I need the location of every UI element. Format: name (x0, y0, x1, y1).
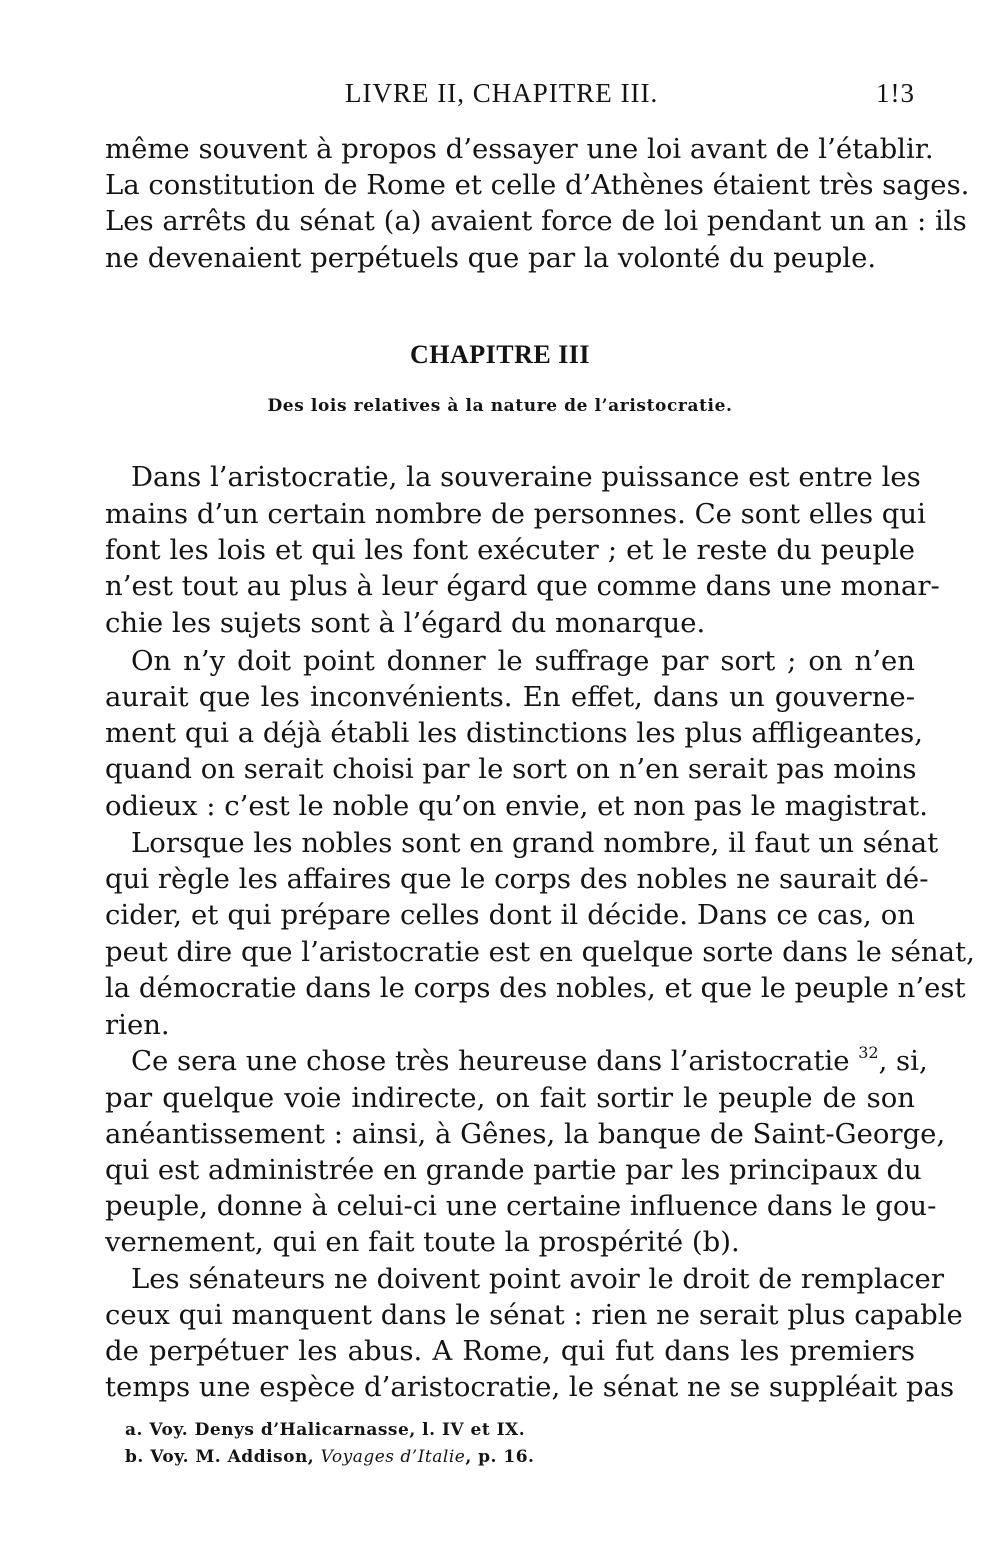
text-line: ceux qui manquent dans le sénat : rien ne serait plus capable (105, 1299, 963, 1331)
text-line: Dans l’aristocratie, la souveraine puissance est entre les (131, 461, 921, 493)
footnote-book-title: Voyages d’Italie (320, 1447, 466, 1467)
text-line: cider, et qui prépare celles dont il décide. Dans ce cas, on (105, 899, 915, 931)
text-line: peut dire que l’aristocratie est en quelque sorte dans le sénat, (105, 936, 975, 968)
text-line: anéantissement : ainsi, à Gênes, la banque de Saint-George, (105, 1118, 946, 1150)
text-line: font les lois et qui les font exécuter ; et le reste du peuple (105, 534, 915, 566)
footnote-a: a. Voy. Denys d’Halicarnasse, l. IV et IX. (125, 1420, 526, 1440)
text-segment: Ce sera une chose très heureuse dans l’aristocratie (131, 1045, 850, 1077)
text-line (131, 1043, 928, 1079)
footnote-text: b. Voy. M. Addison, (125, 1447, 315, 1467)
text-line: ne devenaient perpétuels que par la volonté du peuple. (105, 242, 877, 274)
text-line: peuple, donne à celui-ci une certaine influence dans le gou- (105, 1190, 937, 1222)
endnote-reference: 32 (858, 1043, 879, 1062)
text-line: Lorsque les nobles sont en grand nombre, il faut un sénat (131, 827, 939, 859)
chapter-heading: CHAPITRE III (409, 340, 591, 369)
text-line: temps une espèce d’aristocratie, le sénat ne se suppléait pas (105, 1371, 955, 1403)
page-number: 1!3 (876, 78, 915, 108)
text-line: par quelque voie indirecte, on fait sortir le peuple de son (105, 1082, 915, 1114)
text-line: chie les sujets sont à l’égard du monarque. (105, 607, 706, 639)
text-line: qui règle les affaires que le corps des nobles ne saurait dé- (105, 863, 929, 895)
text-line: rien. (105, 1009, 170, 1041)
text-line: vernement, qui en fait toute la prospérité (b). (105, 1226, 740, 1258)
running-head-title: LIVRE II, CHAPITRE III. (345, 78, 659, 108)
text-line: On n’y doit point donner le suffrage par sort ; on n’en (131, 645, 915, 677)
text-segment: , si, (878, 1045, 928, 1077)
text-line: quand on serait choisi par le sort on n’en serait pas moins (105, 753, 917, 785)
text-line: la démocratie dans le corps des nobles, et que le peuple n’est (105, 972, 966, 1004)
text-line: La constitution de Rome et celle d’Athènes étaient très sages. (105, 169, 970, 201)
text-line: n’est tout au plus à leur égard que comme dans une monar- (105, 570, 940, 602)
footnote-b (125, 1447, 534, 1467)
text-line: qui est administrée en grande partie par les principaux du (105, 1154, 922, 1186)
text-line: odieux : c’est le noble qu’on envie, et non pas le magistrat. (105, 790, 928, 822)
text-line: de perpétuer les abus. A Rome, qui fut dans les premiers (105, 1335, 915, 1367)
text-line: mains d’un certain nombre de personnes. Ce sont elles qui (105, 498, 926, 530)
text-line: même souvent à propos d’essayer une loi avant de l’établir. (105, 133, 934, 165)
running-head (100, 78, 915, 114)
chapter-subtitle: Des lois relatives à la nature de l’aristocratie. (267, 396, 733, 416)
text-line: aurait que les inconvénients. En effet, dans un gouverne- (105, 681, 915, 713)
footnote-text: , p. 16. (465, 1447, 535, 1467)
text-line: Les sénateurs ne doivent point avoir le droit de remplacer (131, 1263, 944, 1295)
text-line: Les arrêts du sénat (a) avaient force de loi pendant un an : ils (105, 205, 967, 237)
text-line: ment qui a déjà établi les distinctions les plus affligeantes, (105, 717, 923, 749)
